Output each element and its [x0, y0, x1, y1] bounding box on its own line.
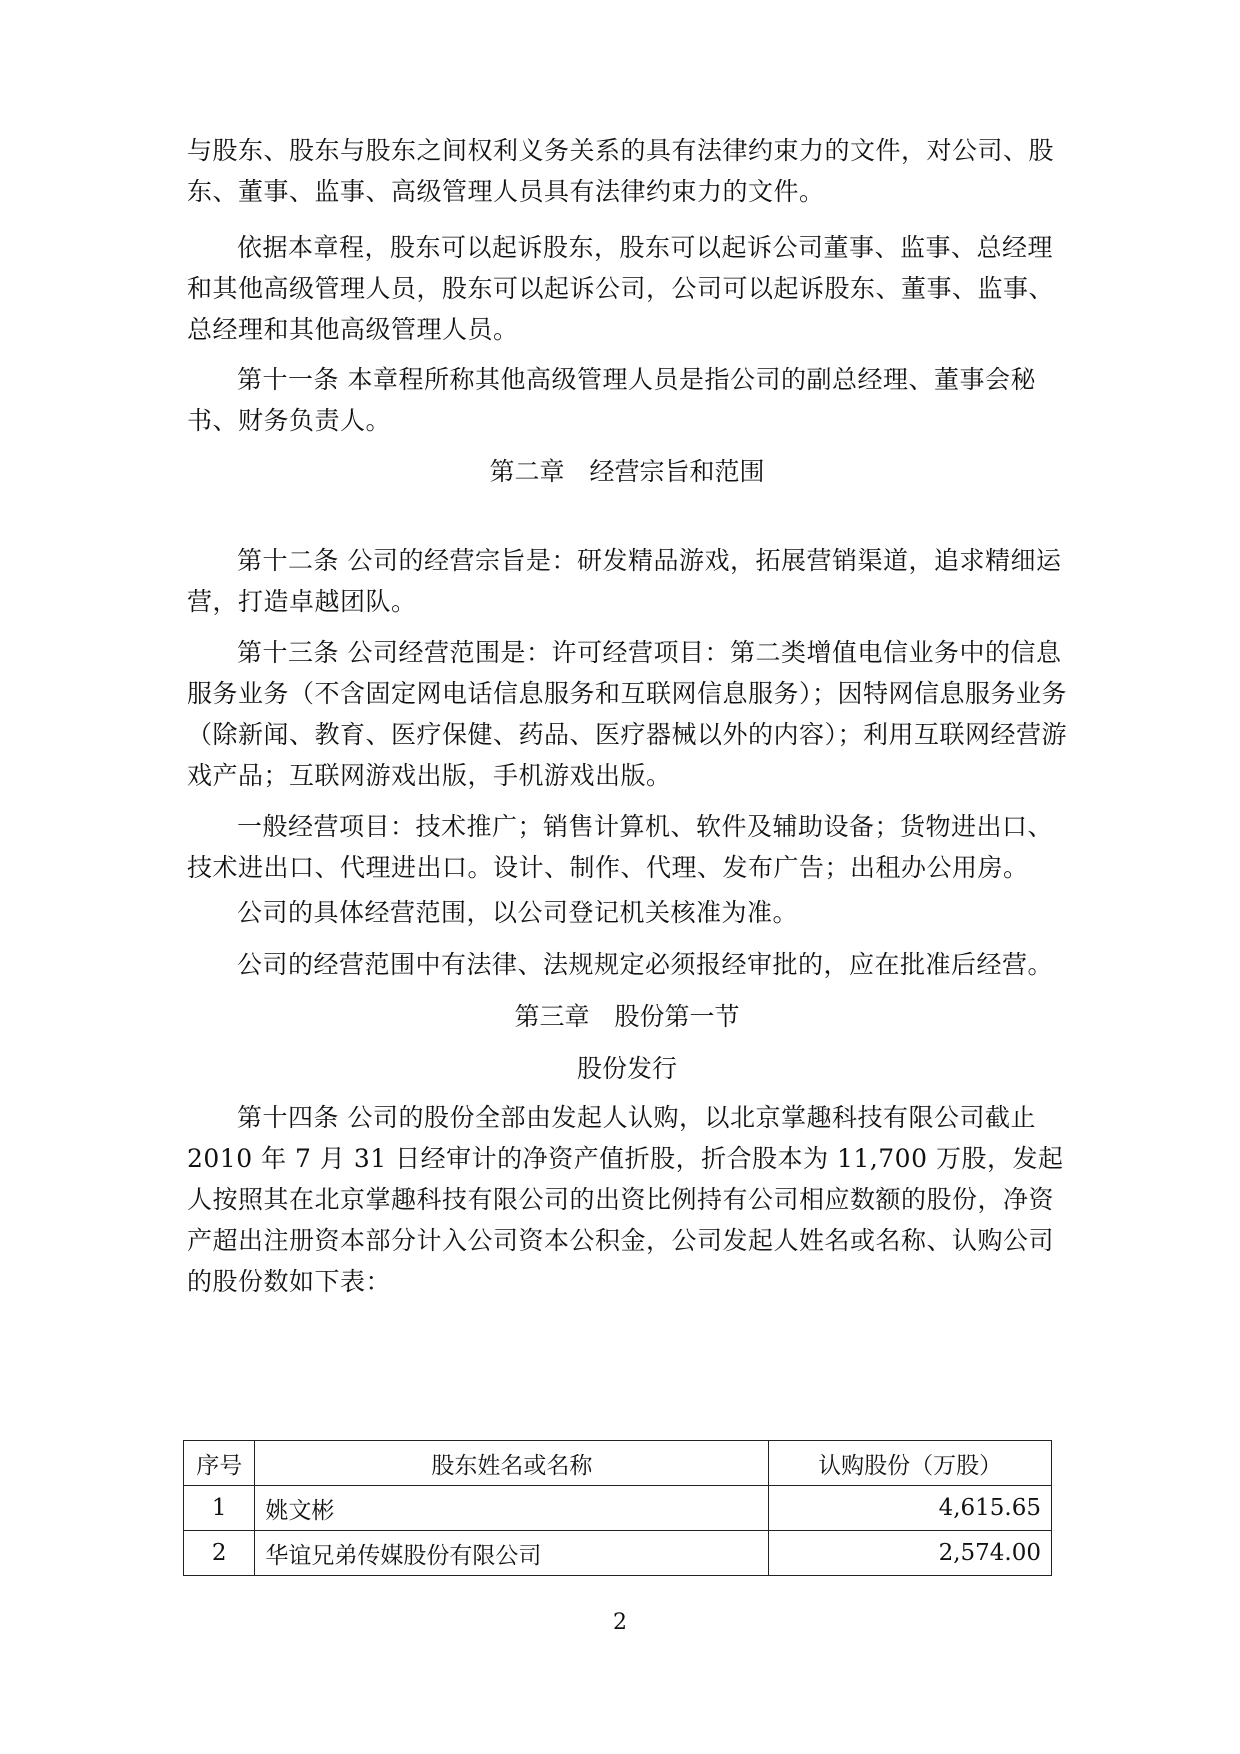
paragraph-business-scope: 公司的具体经营范围，以公司登记机关核准为准。 [237, 898, 799, 927]
cell-subscribed-shares: 2,574.00 [769, 1531, 1052, 1576]
table-row [184, 1486, 1052, 1531]
cell-number: 2 [184, 1531, 255, 1576]
header-shareholder-name: 股东姓名或名称 [255, 1441, 769, 1486]
table-row [184, 1531, 1052, 1576]
paragraph-article-12: 第十二条 公司的经营宗旨是：研发精品游戏，拓展营销渠道，追求精细运营，打造卓越团队。 [187, 546, 1062, 616]
shareholder-table [183, 1440, 1052, 1576]
page-number: 2 [613, 1610, 627, 1635]
paragraph-article-11: 第十一条 本章程所称其他高级管理人员是指公司的副总经理、董事会秘书、财务负责人。 [187, 365, 1036, 435]
chapter-2-heading: 第二章 经营宗旨和范围 [489, 457, 765, 486]
paragraph-article-14: 第十四条 公司的股份全部由发起人认购，以北京掌趣科技有限公司截止2010 年 7 月 31 日经审计的净资产值折股，折合股本为 11,700 万股，发起人按照其在北京掌趣科技有限公司的出资比例持有公司相应数额的股份，净资产超出注册资本部分计入公司资本公积金，公司发起人姓名或名称、认购公司的股份数如下表： [187, 1103, 1064, 1296]
paragraph-article-13: 第十三条 公司经营范围是：许可经营项目：第二类增值电信业务中的信息服务业务（不含固定网电话信息服务和互联网信息服务）；因特网信息服务业务（除新闻、教育、医疗保健、药品、医疗器械以外的内容）；利用互联网经营游戏产品；互联网游戏出版，手机游戏出版。 [187, 638, 1068, 790]
cell-subscribed-shares: 4,615.65 [769, 1486, 1052, 1531]
cell-shareholder-name: 华谊兄弟传媒股份有限公司 [255, 1531, 769, 1576]
table-header-row [184, 1441, 1052, 1486]
cell-shareholder-name: 姚文彬 [255, 1486, 769, 1531]
chapter-3-heading: 第三章 股份第一节 [514, 1002, 740, 1031]
paragraph-general-business: 一般经营项目：技术推广；销售计算机、软件及辅助设备；货物进出口、技术进出口、代理进出口。设计、制作、代理、发布广告；出租办公用房。 [187, 812, 1054, 882]
cell-number: 1 [184, 1486, 255, 1531]
paragraph-charter-binding: 与股东、股东与股东之间权利义务关系的具有法律约束力的文件，对公司、股东、董事、监事、高级管理人员具有法律约束力的文件。 [187, 136, 1055, 206]
header-number: 序号 [184, 1441, 255, 1486]
section-share-issuance-heading: 股份发行 [576, 1054, 677, 1083]
paragraph-lawsuit-rights: 依据本章程，股东可以起诉股东，股东可以起诉公司董事、监事、总经理和其他高级管理人员，股东可以起诉公司，公司可以起诉股东、董事、监事、总经理和其他高级管理人员。 [187, 233, 1055, 344]
header-subscribed-shares: 认购股份（万股） [769, 1441, 1052, 1486]
paragraph-approval: 公司的经营范围中有法律、法规规定必须报经审批的，应在批准后经营。 [237, 950, 1054, 979]
